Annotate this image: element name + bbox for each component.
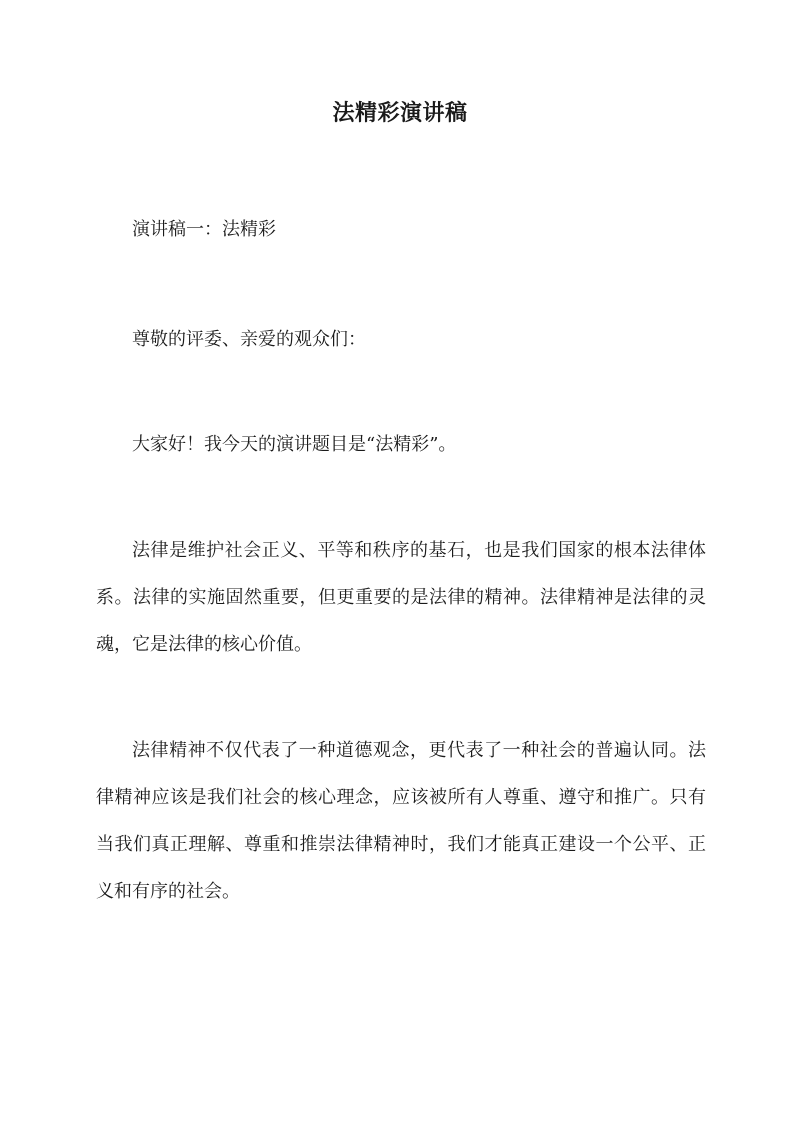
paragraph-salutation: 尊敬的评委、亲爱的观众们： — [132, 329, 366, 350]
document-title: 法精彩演讲稿 — [332, 100, 468, 126]
paragraph-body-1: 法律是维护社会正义、平等和秩序的基石，也是我们国家的根本法律体系。法律的实施固然重要，但更重要的是法律的精神。法律精神是法律的灵魂，它是法律的核心价值。 — [96, 540, 706, 655]
paragraph-subtitle: 演讲稿一：法精彩 — [132, 219, 276, 240]
paragraph-body-2: 法律精神不仅代表了一种道德观念，更代表了一种社会的普遍认同。法律精神应该是我们社会的核心理念，应该被所有人尊重、遵守和推广。只有当我们真正理解、尊重和推崇法律精神时，我们才能真正建设一个公平、正义和有序的社会。 — [96, 740, 706, 902]
paragraph-greeting: 大家好！我今天的演讲题目是“法精彩”。 — [132, 434, 457, 455]
